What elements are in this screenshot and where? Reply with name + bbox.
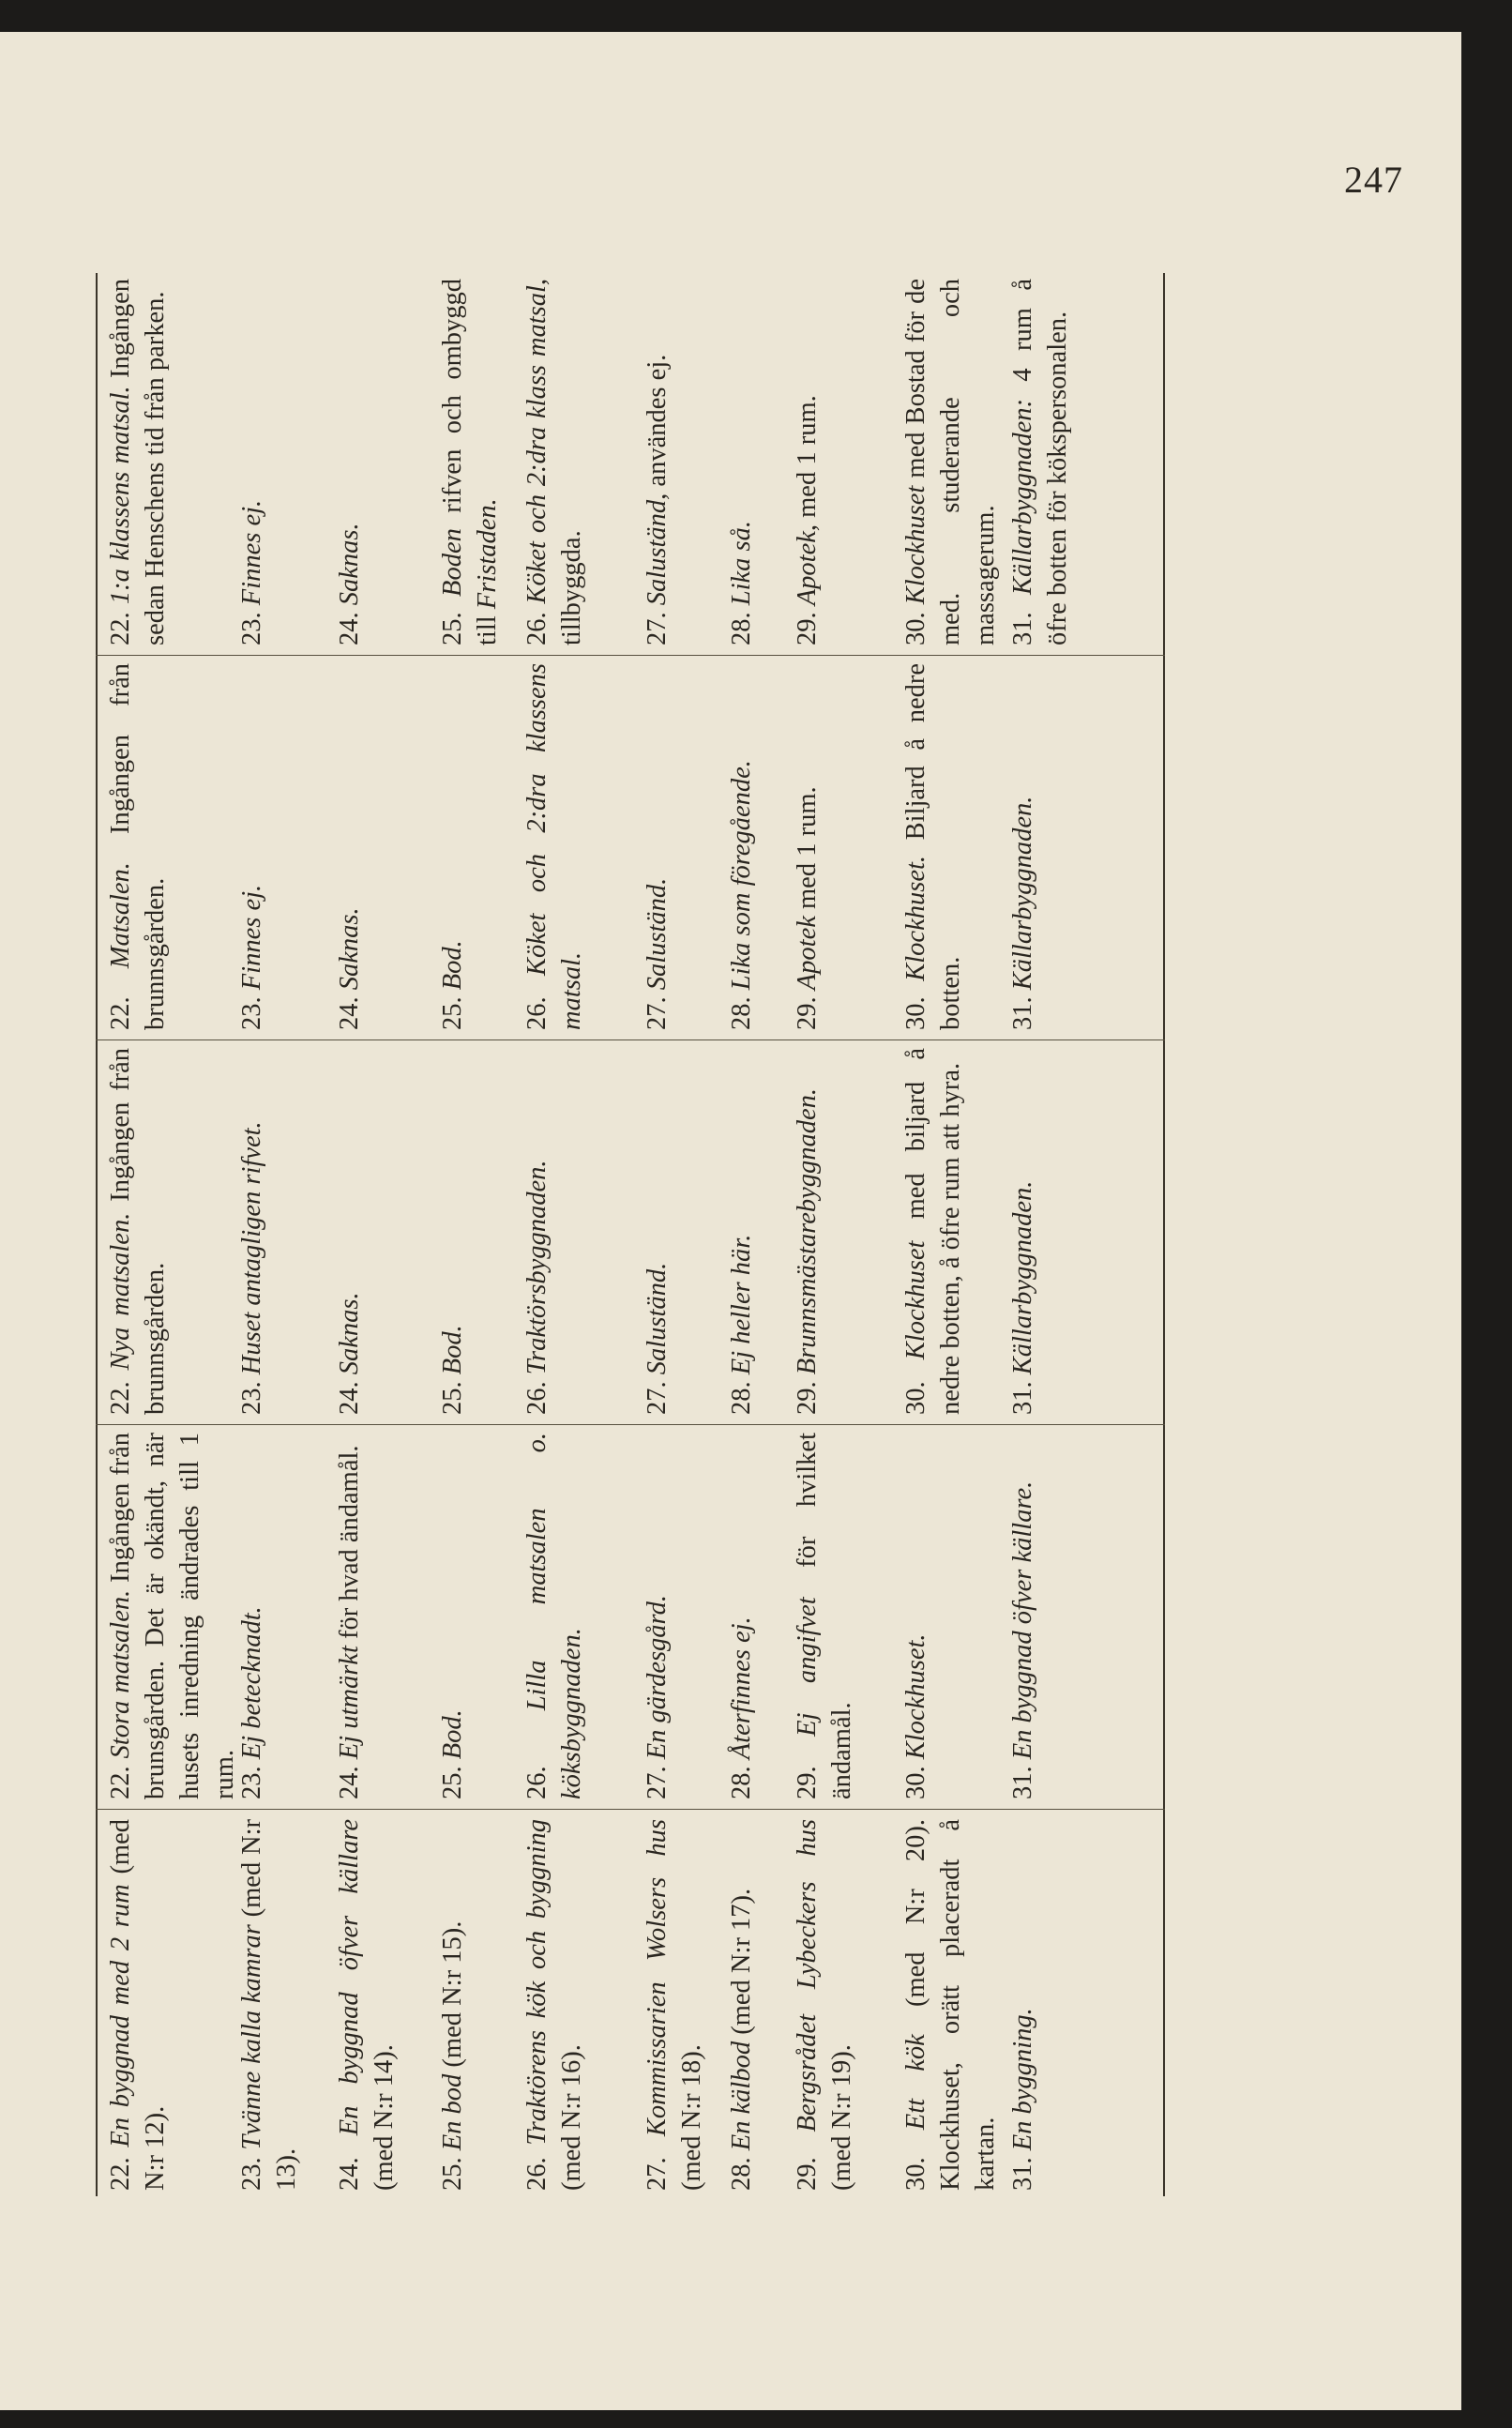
entry-number: 26. bbox=[522, 2157, 552, 2191]
entry-text: (med N:r 13). bbox=[237, 1819, 301, 2191]
table-cell bbox=[790, 279, 824, 645]
entry-italic-text: Ett kök bbox=[901, 2034, 930, 2131]
table-cell bbox=[724, 1433, 759, 1799]
entry-number: 31. bbox=[1008, 2157, 1037, 2191]
entry-italic-text: Stora matsalen. bbox=[106, 1589, 135, 1759]
entry-italic-text: Källarbyggnaden. bbox=[1008, 1180, 1037, 1375]
table-cell bbox=[520, 1433, 589, 1799]
entry-number: 25. bbox=[438, 2157, 467, 2191]
entry-italic-text: Brunnsmästarebyggnaden. bbox=[793, 1087, 822, 1375]
entry-text: för hvad ändamål. bbox=[335, 1445, 364, 1646]
entry-italic-text: En byggnad med 2 rum bbox=[106, 1884, 135, 2147]
entry-text: (med N:r 16). bbox=[557, 2044, 586, 2191]
entry-italic-text: Saluständ, bbox=[643, 493, 672, 606]
entry-number: 30. bbox=[901, 2157, 930, 2191]
entry-italic-text: Klockhuset bbox=[901, 485, 930, 605]
entry-number: 24. bbox=[335, 996, 364, 1030]
entry-number: 23. bbox=[237, 996, 266, 1030]
page-number: 247 bbox=[1344, 159, 1403, 201]
entry-number: 28. bbox=[727, 612, 756, 645]
entry-number: 24. bbox=[335, 1766, 364, 1799]
table-cell bbox=[640, 1048, 674, 1415]
table-cell bbox=[234, 663, 269, 1030]
table-cell bbox=[103, 1433, 242, 1799]
entry-text: för hvilket ändamål. bbox=[793, 1433, 856, 1799]
table-cell bbox=[332, 1433, 367, 1799]
entry-italic-text: Lika som föregående. bbox=[727, 760, 756, 991]
table-cell bbox=[1005, 663, 1040, 1030]
entry-text: med 1 rum. bbox=[793, 395, 822, 524]
entry-italic-text: En byggnad öfver källare bbox=[335, 1818, 364, 2136]
entry-number: 28. bbox=[727, 1381, 756, 1415]
entry-italic-text: Fristaden. bbox=[473, 498, 502, 610]
entry-italic-text: En byggning. bbox=[1008, 2008, 1037, 2151]
entry-number: 24. bbox=[335, 612, 364, 645]
table-column bbox=[96, 656, 1165, 1040]
table-cell bbox=[435, 1433, 470, 1799]
entry-number: 25. bbox=[438, 1381, 467, 1415]
entry-number: 24. bbox=[335, 1381, 364, 1415]
table-cell bbox=[332, 663, 367, 1030]
table-cell bbox=[640, 1819, 709, 2191]
entry-number: 31. bbox=[1008, 996, 1037, 1030]
entry-text: Ingången från brunnsgården. bbox=[106, 1048, 170, 1415]
entry-number: 28. bbox=[727, 996, 756, 1030]
entry-text: 4 rum å öfre botten för kökspersonalen. bbox=[1008, 278, 1072, 645]
table-cell bbox=[234, 1048, 269, 1415]
entry-italic-text: Källarbyggnaden: bbox=[1008, 398, 1037, 595]
book-page bbox=[0, 32, 1461, 2410]
entry-text: Ingången från brunnsgården. bbox=[106, 662, 170, 1030]
table-cell bbox=[234, 1819, 304, 2191]
entry-number: 29. bbox=[793, 1381, 822, 1415]
table-cell bbox=[435, 1819, 470, 2191]
entry-text: Ingången sedan Henschens tid från parken. bbox=[106, 279, 170, 645]
entry-italic-text: Finnes ej. bbox=[237, 499, 266, 606]
table-cell bbox=[103, 663, 173, 1030]
entry-text: med 1 rum. bbox=[793, 786, 822, 917]
table-cell bbox=[435, 279, 505, 645]
comparison-table bbox=[96, 273, 1165, 2196]
entry-number: 22. bbox=[106, 1766, 135, 1799]
table-cell bbox=[640, 1433, 674, 1799]
entry-italic-text: Traktörens kök och byggning bbox=[522, 1818, 552, 2146]
entry-number: 23. bbox=[237, 1766, 266, 1799]
entry-italic-text: Ej betecknadt. bbox=[237, 1606, 266, 1760]
table-cell bbox=[724, 1048, 759, 1415]
entry-italic-text: Saluständ. bbox=[643, 1262, 672, 1375]
entry-text: (med N:r 17). bbox=[727, 1888, 756, 2041]
entry-italic-text: En gärdesgård. bbox=[643, 1595, 672, 1760]
table-cell bbox=[520, 279, 589, 645]
table-cell bbox=[899, 1819, 1003, 2191]
entry-italic-text: Lika så. bbox=[727, 520, 756, 606]
entry-text: Biljard å nedre botten. bbox=[901, 663, 965, 1030]
entry-italic-text: Matsalen. bbox=[106, 862, 135, 969]
entry-number: 22. bbox=[106, 996, 135, 1030]
entry-number: 27. bbox=[643, 2157, 672, 2191]
table-cell bbox=[899, 663, 968, 1030]
entry-italic-text: En byggnad öfver källare. bbox=[1008, 1480, 1037, 1760]
table-cell bbox=[520, 1048, 554, 1415]
table-cell bbox=[790, 1048, 824, 1415]
entry-number: 22. bbox=[106, 1381, 135, 1415]
entry-number: 29. bbox=[793, 2157, 822, 2191]
entry-italic-text: Kommissarien Wolsers hus bbox=[643, 1819, 672, 2137]
entry-italic-text: Saluständ. bbox=[643, 877, 672, 991]
entry-italic-text: Bod. bbox=[438, 1325, 467, 1375]
table-cell bbox=[103, 1819, 173, 2191]
entry-number: 23. bbox=[237, 2157, 266, 2191]
entry-italic-text: Finnes ej. bbox=[237, 884, 266, 991]
entry-number: 25. bbox=[438, 1766, 467, 1799]
table-column bbox=[96, 1040, 1165, 1425]
entry-text: tillbyggda. bbox=[557, 530, 586, 645]
entry-italic-text: En kälbod bbox=[727, 2041, 756, 2151]
table-cell bbox=[899, 279, 1003, 645]
entry-italic-text: Huset antagligen rifvet. bbox=[237, 1121, 266, 1375]
entry-number: 28. bbox=[727, 1766, 756, 1799]
table-cell bbox=[1005, 1048, 1040, 1415]
entry-italic-text: Saknas. bbox=[335, 907, 364, 991]
entry-number: 27. bbox=[643, 612, 672, 645]
entry-number: 27. bbox=[643, 996, 672, 1030]
table-cell bbox=[790, 1433, 859, 1799]
entry-italic-text: Apotek bbox=[793, 916, 822, 991]
table-cell bbox=[332, 279, 367, 645]
table-cell bbox=[520, 663, 589, 1030]
entry-text: användes ej. bbox=[643, 354, 672, 493]
entry-number: 31. bbox=[1008, 612, 1037, 645]
entry-number: 22. bbox=[106, 612, 135, 645]
entry-text: med biljard å nedre botten, å öfre rum att hyra. bbox=[901, 1048, 965, 1415]
table-cell bbox=[520, 1819, 589, 2191]
entry-italic-text: Nya matsalen. bbox=[106, 1212, 135, 1371]
entry-number: 27. bbox=[643, 1766, 672, 1799]
table-cell bbox=[724, 663, 759, 1030]
entry-text: (med N:r 20). Klockhuset, orätt placeradt å kartan. bbox=[901, 1818, 1000, 2191]
entry-italic-text: Tvänne kalla kamrar bbox=[237, 1924, 266, 2150]
entry-italic-text: Ej utmärkt bbox=[335, 1646, 364, 1760]
table-cell bbox=[103, 1048, 173, 1415]
entry-italic-text: Saknas. bbox=[335, 1292, 364, 1375]
table-cell bbox=[640, 279, 674, 645]
table-cell bbox=[724, 1819, 759, 2191]
entry-italic-text: 1:a klassens matsal. bbox=[106, 386, 135, 605]
table-column bbox=[96, 1812, 1165, 2196]
table-cell bbox=[899, 1048, 968, 1415]
table-cell bbox=[234, 279, 269, 645]
entry-italic-text: En bod bbox=[438, 2073, 467, 2151]
table-cell bbox=[640, 663, 674, 1030]
entry-number: 26. bbox=[522, 612, 552, 645]
entry-italic-text: Köket och 2:dra klassens matsal. bbox=[522, 663, 586, 1030]
table-cell bbox=[435, 1048, 470, 1415]
table-cell bbox=[103, 279, 173, 645]
table-cell bbox=[724, 279, 759, 645]
entry-number: 23. bbox=[237, 612, 266, 645]
entry-italic-text: Klockhuset bbox=[901, 1240, 930, 1360]
entry-number: 30. bbox=[901, 996, 930, 1030]
entry-number: 29. bbox=[793, 996, 822, 1030]
table-cell bbox=[1005, 279, 1075, 645]
entry-italic-text: Bergsrådet Lybeckers hus bbox=[793, 1818, 822, 2132]
entry-text: Ingången från brunsgården. Det är okändt, när husets inredning ändrades till 1 rum. bbox=[106, 1432, 239, 1799]
entry-italic-text: Ej heller här. bbox=[727, 1234, 756, 1375]
entry-number: 25. bbox=[438, 996, 467, 1030]
entry-text: (med N:r 12). bbox=[106, 1818, 170, 2191]
entry-number: 27. bbox=[643, 1381, 672, 1415]
entry-number: 30. bbox=[901, 1766, 930, 1799]
entry-italic-text: Bod. bbox=[438, 940, 467, 991]
entry-number: 26. bbox=[522, 1381, 552, 1415]
table-cell bbox=[332, 1048, 367, 1415]
entry-number: 23. bbox=[237, 1381, 266, 1415]
table-cell bbox=[435, 663, 470, 1030]
entry-number: 29. bbox=[793, 612, 822, 645]
entry-number: 24. bbox=[335, 2157, 364, 2191]
entry-italic-text: Bod. bbox=[438, 1709, 467, 1760]
entry-number: 28. bbox=[727, 2157, 756, 2191]
table-cell bbox=[1005, 1819, 1040, 2191]
table-cell bbox=[899, 1433, 933, 1799]
entry-italic-text: Boden bbox=[438, 528, 467, 597]
entry-text: (med N:r 19). bbox=[827, 2044, 856, 2191]
entry-italic-text: Apotek, bbox=[793, 524, 822, 606]
entry-text: rifven och ombyggd till bbox=[438, 279, 502, 645]
entry-number: 22. bbox=[106, 2157, 135, 2191]
table-cell bbox=[234, 1433, 269, 1799]
entry-italic-text: Traktörsbyggnaden. bbox=[522, 1160, 552, 1375]
entry-italic-text: Återfinnes ej. bbox=[727, 1616, 756, 1760]
entry-number: 30. bbox=[901, 1381, 930, 1415]
table-cell bbox=[332, 1819, 401, 2191]
entry-number: 31. bbox=[1008, 1381, 1037, 1415]
entry-number: 26. bbox=[522, 996, 552, 1030]
table-column bbox=[96, 271, 1165, 656]
table-cell bbox=[1005, 1433, 1040, 1799]
entry-text: med Bostad för de med. studerande och massagerum. bbox=[901, 279, 1000, 645]
entry-text: (med N:r 18). bbox=[677, 2044, 706, 2191]
entry-number: 30. bbox=[901, 612, 930, 645]
table-cell bbox=[790, 663, 824, 1030]
entry-text: (med N:r 15). bbox=[438, 1920, 467, 2074]
entry-italic-text: Klockhuset. bbox=[901, 855, 930, 981]
entry-number: 25. bbox=[438, 612, 467, 645]
entry-number: 26. bbox=[522, 1766, 552, 1799]
entry-number: 31. bbox=[1008, 1766, 1037, 1799]
entry-number: 29. bbox=[793, 1766, 822, 1799]
table-cell bbox=[790, 1819, 859, 2191]
entry-italic-text: Köket och 2:dra klass matsal, bbox=[522, 278, 552, 604]
entry-text: (med N:r 14). bbox=[370, 2044, 399, 2191]
entry-italic-text: Lilla matsalen o. köksbyggnaden. bbox=[522, 1433, 586, 1799]
table-column bbox=[96, 1425, 1165, 1810]
entry-italic-text: Klockhuset. bbox=[901, 1633, 930, 1760]
entry-italic-text: Saknas. bbox=[335, 523, 364, 606]
entry-italic-text: Källarbyggnaden. bbox=[1008, 796, 1037, 991]
entry-italic-text: Ej angifvet bbox=[793, 1597, 822, 1737]
